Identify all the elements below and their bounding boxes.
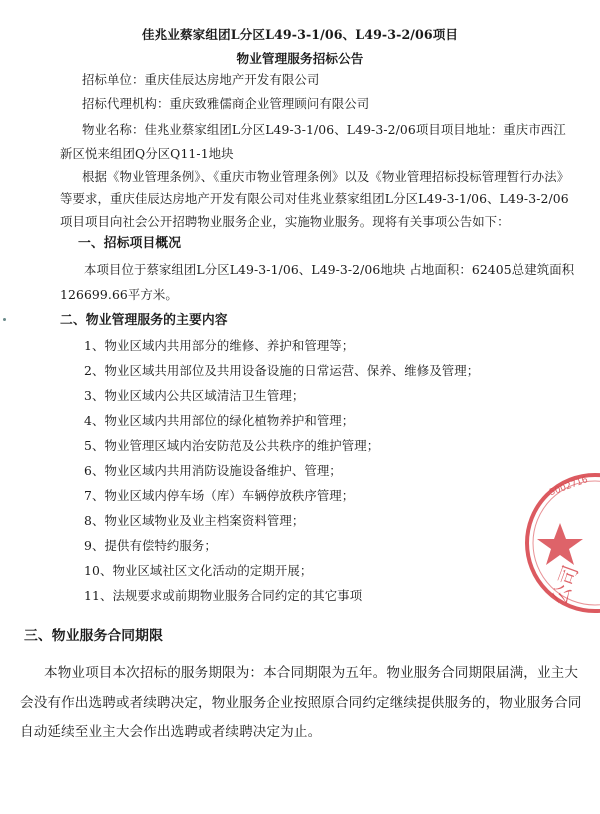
service-item: 6、物业区域内共用消防设施设备维护、管理；	[84, 463, 342, 478]
section1-line2: 126699.66平方米。	[60, 287, 178, 302]
basis-line1: 根据《物业管理条例》、《重庆市物业管理条例》以及《物业管理招标投标管理暂行办法》	[82, 169, 570, 184]
section1-heading: 一、招标项目概况	[78, 236, 182, 251]
section3-line2: 会没有作出选聘或者续聘决定，物业服务企业按照原合同约定继续提供服务的，物业服务合同	[20, 695, 582, 711]
service-item: 5、物业管理区域内治安防范及公共秩序的维护管理；	[84, 438, 380, 453]
service-item: 9、提供有偿特约服务；	[84, 538, 217, 553]
basis-line2: 等要求，重庆佳辰达房地产开发有限公司对佳兆业蔡家组团L分区L49-3-1/06、L49-3-2/06	[60, 191, 569, 206]
service-item: 4、物业区域内共用部位的绿化植物养护和管理；	[84, 413, 355, 428]
service-item: 2、物业区域共用部位及共用设备设施的日常运营、保养、维修及管理；	[84, 363, 480, 378]
section3-line3: 自动延续至业主大会作出选聘或者续聘决定为止。	[20, 724, 322, 740]
section2-heading: 二、物业管理服务的主要内容	[60, 313, 228, 328]
agent-line: 招标代理机构：重庆致雅儒商企业管理顾问有限公司	[82, 96, 370, 111]
document-title-line2: 物业管理服务招标公告	[236, 51, 364, 66]
seal-text: 公司	[546, 562, 584, 608]
basis-line3: 项目项目向社会公开招聘物业服务企业，实施物业服务。现将有关事项公告如下：	[60, 214, 510, 229]
property-line2: 新区悦来组团Q分区Q11-1地块	[60, 146, 234, 161]
service-item: 8、物业区域物业及业主档案资料管理；	[84, 513, 305, 528]
service-item: 1、物业区域内共用部分的维修、养护和管理等；	[84, 338, 355, 353]
company-seal-stamp	[520, 468, 600, 618]
property-line1: 物业名称：佳兆业蔡家组团L分区L49-3-1/06、L49-3-2/06项目项目地址：重庆市西江	[82, 122, 566, 137]
section1-line1: 本项目位于蔡家组团L分区L49-3-1/06、L49-3-2/06地块 占地面积：62405总建筑面积	[84, 262, 575, 277]
document-title-line1: 佳兆业蔡家组团L分区L49-3-1/06、L49-3-2/06项目	[141, 27, 459, 42]
section3-line1: 本物业项目本次招标的服务期限为：本合同期限为五年。物业服务合同期限届满，业主大	[44, 665, 579, 681]
issuer-line: 招标单位：重庆佳辰达房地产开发有限公司	[82, 72, 320, 87]
scan-speck	[3, 318, 6, 321]
seal-number: 5002716	[548, 475, 590, 499]
service-item: 3、物业区域内公共区域清洁卫生管理；	[84, 388, 305, 403]
service-item: 7、物业区域内停车场（库）车辆停放秩序管理；	[84, 488, 355, 503]
section3-heading: 三、物业服务合同期限	[24, 628, 163, 644]
service-item: 10、物业区域社区文化活动的定期开展；	[84, 563, 313, 578]
service-item: 11、法规要求或前期物业服务合同约定的其它事项	[84, 588, 363, 603]
